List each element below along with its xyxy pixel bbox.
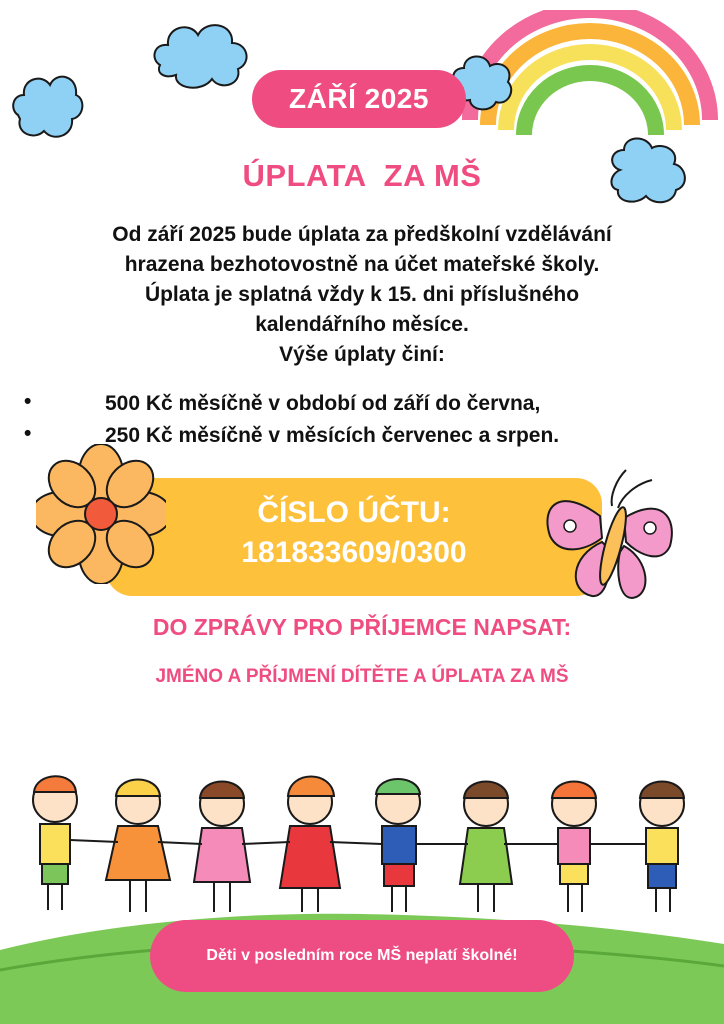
bullet: • bbox=[24, 390, 32, 413]
page-title: ÚPLATA ZA MŠ bbox=[242, 158, 482, 193]
flower-icon bbox=[36, 444, 166, 584]
info-line: hrazena bezhotovostně na účet mateřské školy. bbox=[124, 253, 600, 276]
info-line: Výše úplaty činí: bbox=[279, 343, 445, 366]
free-tuition-note: Děti v posledním roce MŠ neplatí školné! bbox=[150, 920, 574, 992]
month-badge: ZÁŘÍ 2025 bbox=[252, 70, 466, 128]
instructions-heading: DO ZPRÁVY PRO PŘÍJEMCE NAPSAT: bbox=[152, 614, 572, 640]
account-label: ČÍSLO ÚČTU: bbox=[257, 496, 451, 529]
info-line: Od září 2025 bude úplata za předškolní vzdělávání bbox=[112, 223, 612, 246]
rate-text: 250 Kč měsíčně v měsících červenec a srpen. bbox=[105, 424, 560, 447]
rate-text: 500 Kč měsíčně v období od září do června, bbox=[105, 392, 541, 415]
children-illustration bbox=[10, 760, 710, 930]
info-line: Úplata je splatná vždy k 15. dni příslušného bbox=[144, 283, 580, 306]
butterfly-icon bbox=[540, 456, 680, 606]
instructions-text: JMÉNO A PŘÍJMENÍ DÍTĚTE A ÚPLATA ZA MŠ bbox=[155, 666, 569, 687]
bullet: • bbox=[24, 422, 32, 445]
cloud-icon bbox=[10, 55, 85, 150]
cloud-icon bbox=[150, 15, 255, 95]
account-number: 181833609/0300 bbox=[241, 536, 467, 569]
info-line: kalendářního měsíce. bbox=[255, 313, 469, 336]
info-paragraph bbox=[20, 220, 704, 370]
